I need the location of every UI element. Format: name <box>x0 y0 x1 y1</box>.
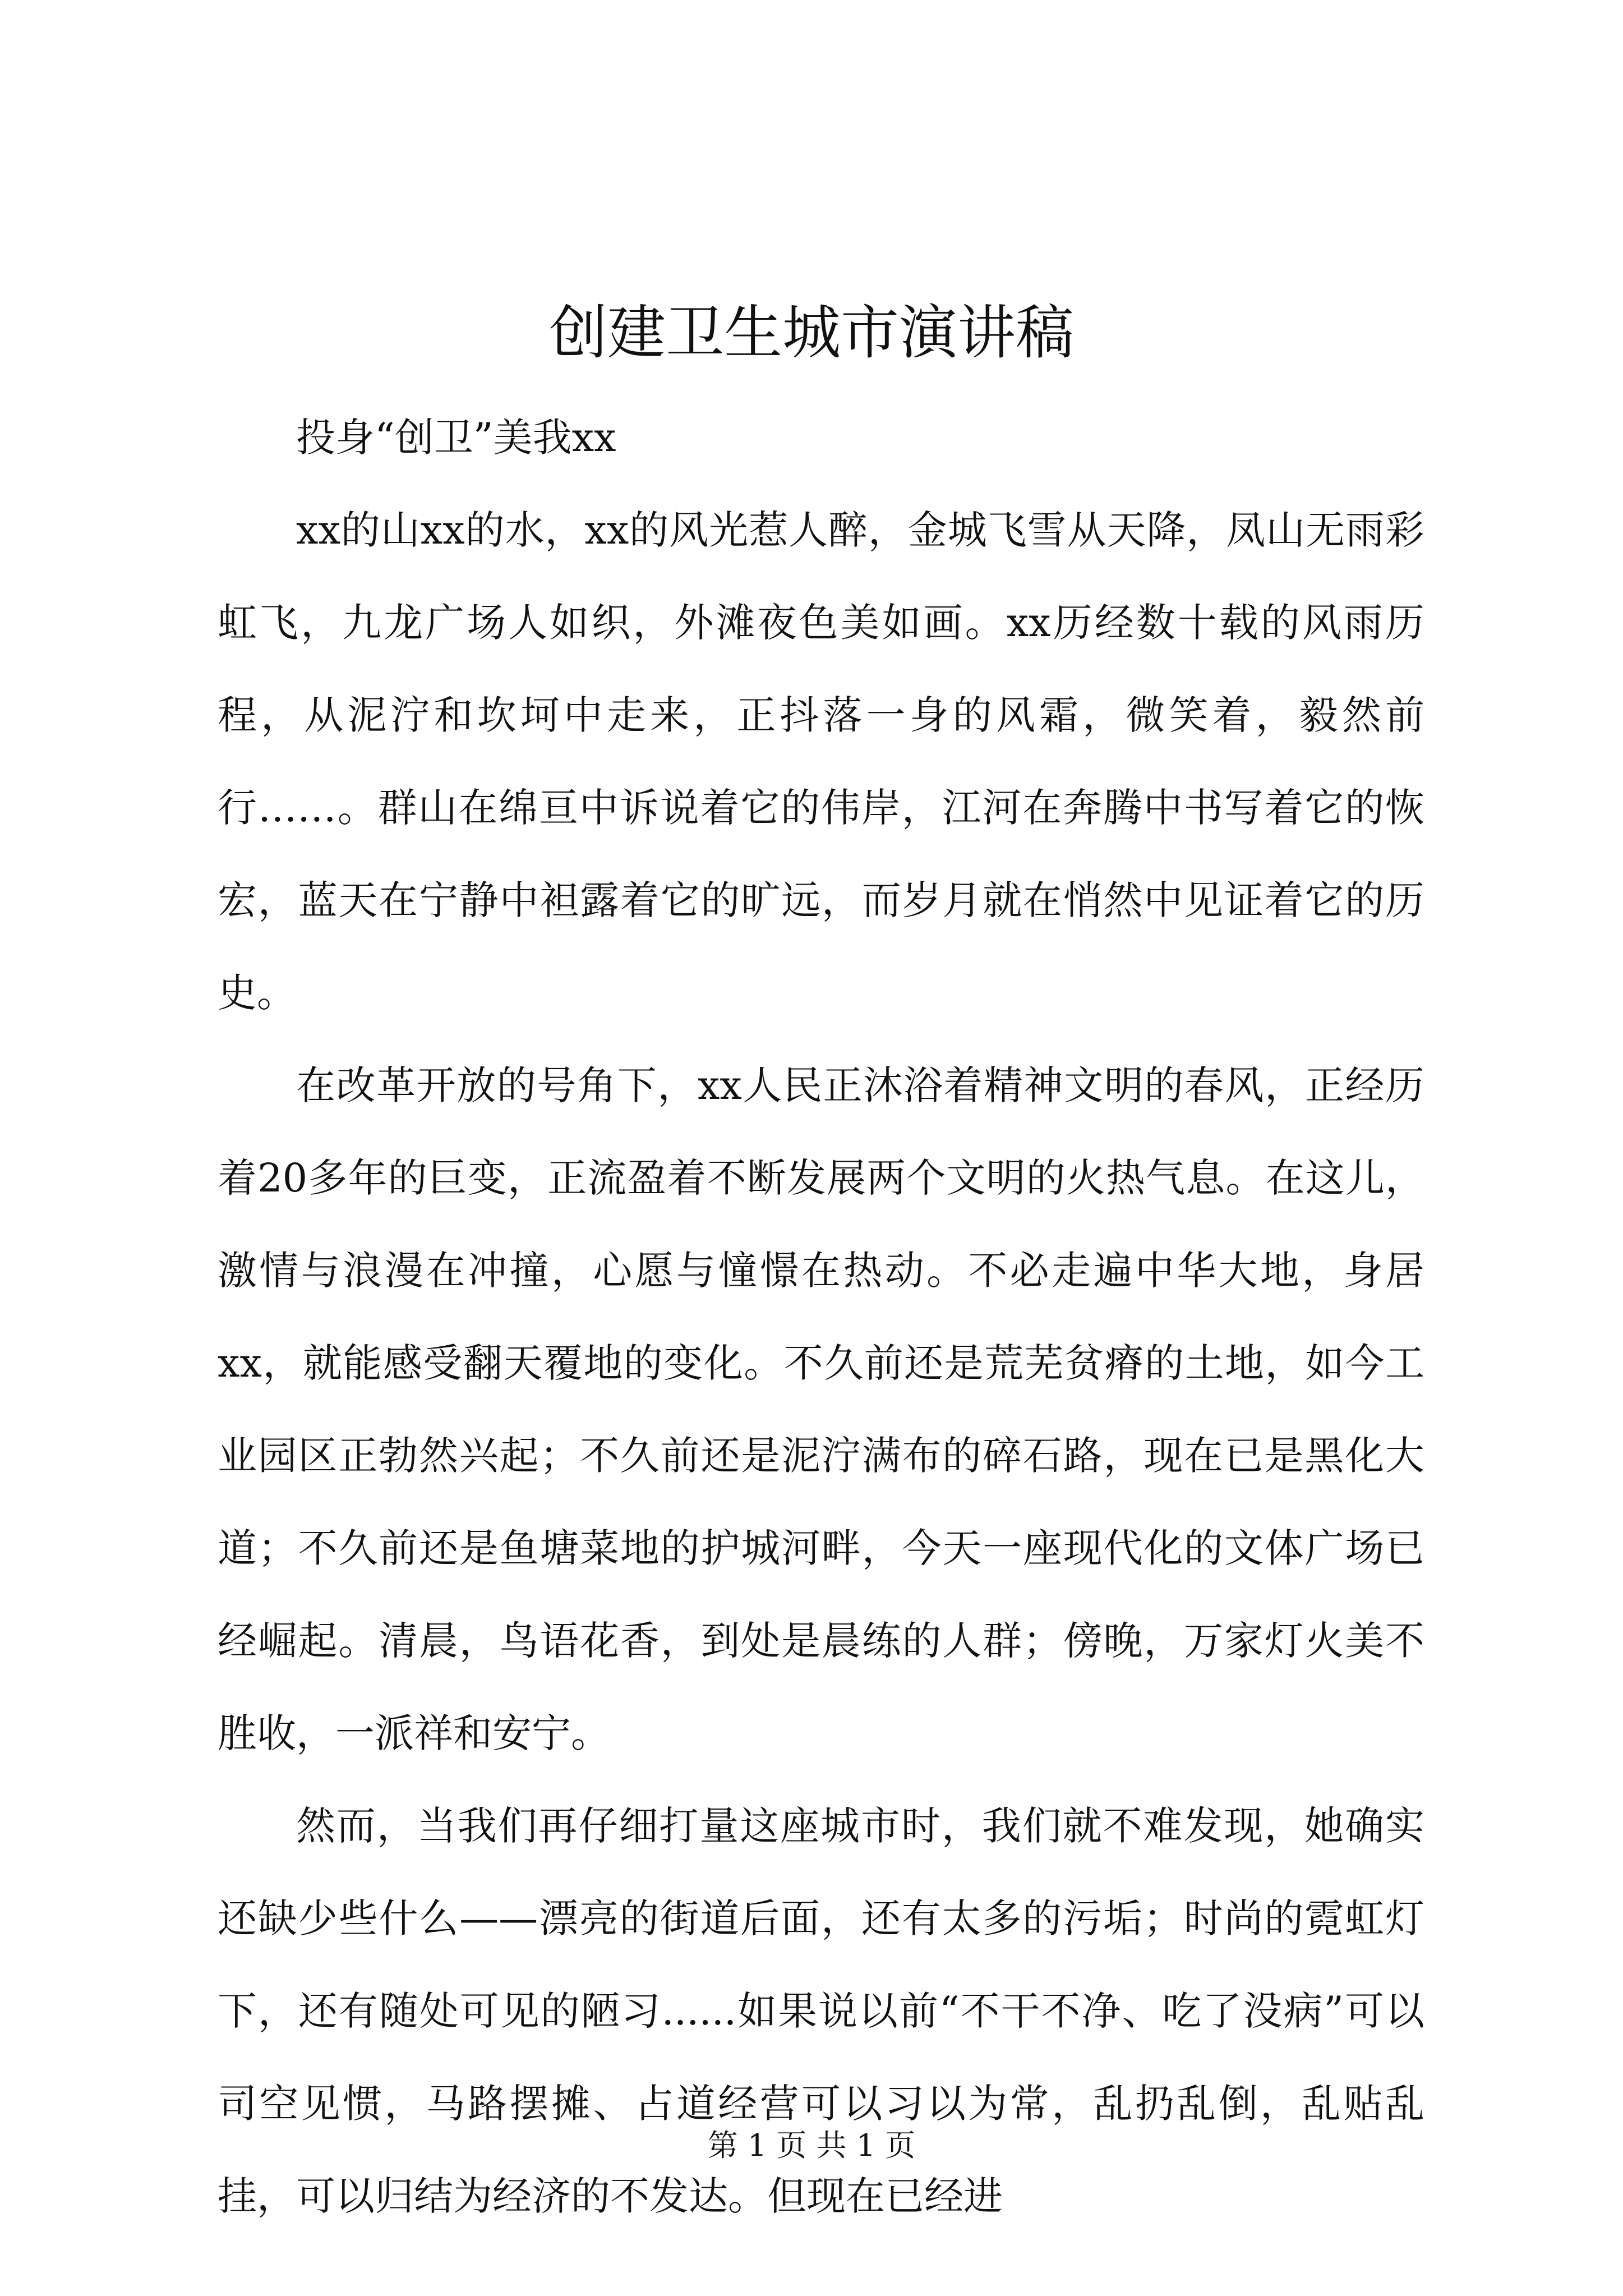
body-paragraph: xx的山xx的水，xx的风光惹人醉，金城飞雪从天降，凤山无雨彩虹飞，九龙广场人如织，外滩夜色美如画。xx历经数十载的风雨历程，从泥泞和坎坷中走来，正抖落一身的风霜，微笑着，毅然前行……。群山在绵亘中诉说着它的伟岸，江河在奔腾中书写着它的恢宏，蓝天在宁静中袒露着它的旷远，而岁月就在悄然中见证着它的历史。 <box>218 507 1424 1016</box>
body-paragraph: 然而，当我们再仔细打量这座城市时，我们就不难发现，她确实还缺少些什么——漂亮的街道后面，还有太多的污垢；时尚的霓虹灯下，还有随处可见的陋习......如果说以前“不干不净、吃了没病”可以司空见惯，马路摆摊、占道经营可以习以为常，乱扔乱倒，乱贴乱挂，可以归结为经济的不发达。但现在已经进 <box>218 1803 1424 2219</box>
body-paragraph: 在改革开放的号角下，xx人民正沐浴着精神文明的春风，正经历着20多年的巨变，正流盈着不断发展两个文明的火热气息。在这儿，激情与浪漫在冲撞，心愿与憧憬在热动。不必走遍中华大地，身居xx，就能感受翻天覆地的变化。不久前还是荒芜贫瘠的土地，如今工业园区正勃然兴起；不久前还是泥泞满布的碎石路，现在已是黑化大道；不久前还是鱼塘菜地的护城河畔，今天一座现代化的文体广场已经崛起。清晨，鸟语花香，到处是晨练的人群；傍晚，万家灯火美不胜收，一派祥和安宁。 <box>218 1062 1424 1756</box>
subtitle-paragraph: 投身“创卫”美我xx <box>296 415 616 461</box>
document-title: 创建卫生城市演讲稿 <box>548 298 1074 367</box>
document-body <box>218 392 1424 2243</box>
page-number-footer: 第 1 页 共 1 页 <box>707 2128 916 2163</box>
